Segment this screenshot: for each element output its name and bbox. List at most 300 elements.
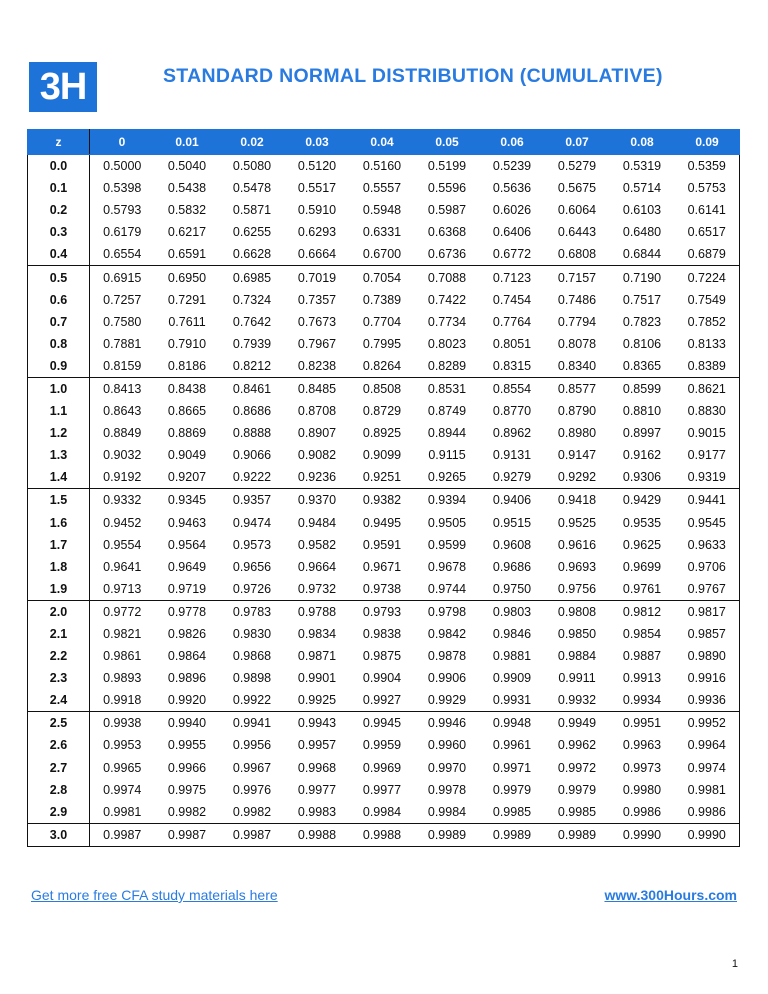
probability-cell: 0.9968: [297, 760, 337, 775]
probability-cell: 0.8238: [297, 358, 337, 373]
probability-cell: 0.9898: [232, 671, 272, 686]
probability-cell: 0.9964: [675, 734, 740, 756]
table-row: [28, 422, 740, 444]
probability-cell: 0.9678: [427, 559, 467, 574]
probability-cell: 0.9984: [427, 804, 467, 819]
probability-cell: 0.6064: [557, 203, 597, 218]
probability-cell: 0.9778: [155, 600, 220, 623]
probability-cell: 0.9370: [285, 489, 350, 512]
probability-cell: 0.9974: [103, 782, 142, 797]
probability-cell: 0.9918: [103, 693, 142, 708]
probability-cell: 0.9890: [675, 645, 740, 667]
probability-cell: 0.9788: [285, 600, 350, 623]
probability-cell: 0.9893: [103, 671, 142, 686]
probability-cell: 0.8365: [622, 358, 662, 373]
z-value-cell: 2.1: [28, 623, 90, 645]
probability-cell: 0.8531: [415, 377, 480, 400]
z-value-cell: 2.3: [28, 667, 90, 689]
probability-cell: 0.7291: [167, 292, 207, 307]
website-link[interactable]: www.300Hours.com: [604, 887, 737, 903]
probability-cell: 0.9793: [350, 600, 415, 623]
probability-cell: 0.9441: [675, 489, 740, 512]
probability-cell: 0.9896: [167, 671, 207, 686]
probability-cell: 0.9115: [428, 448, 466, 463]
probability-cell: 0.9963: [622, 738, 662, 753]
probability-cell: 0.9817: [675, 600, 740, 623]
probability-cell: 0.7881: [103, 336, 142, 351]
probability-cell: 0.9649: [167, 559, 207, 574]
probability-cell: 0.9292: [557, 470, 597, 485]
probability-cell: 0.9966: [167, 760, 207, 775]
table-row: [28, 266, 740, 289]
probability-cell: 0.6628: [232, 247, 272, 262]
probability-cell: 0.7580: [103, 314, 142, 329]
probability-cell: 0.9641: [103, 559, 142, 574]
probability-cell: 0.9750: [492, 581, 532, 596]
z-value-cell: 2.0: [28, 600, 90, 623]
probability-cell: 0.9319: [675, 466, 740, 489]
probability-cell: 0.9976: [232, 782, 272, 797]
probability-cell: 0.6591: [167, 247, 207, 262]
z-value-cell: 1.8: [28, 556, 90, 578]
z-value-cell: 2.8: [28, 779, 90, 801]
probability-cell: 0.8577: [545, 377, 610, 400]
probability-cell: 0.9884: [557, 649, 597, 664]
probability-cell: 0.9965: [103, 760, 142, 775]
table-row: [28, 757, 740, 779]
table-row: [28, 177, 740, 199]
probability-cell: 0.5359: [675, 155, 740, 178]
probability-cell: 0.9732: [297, 581, 337, 596]
probability-cell: 0.7357: [297, 292, 337, 307]
probability-cell: 0.9131: [492, 448, 532, 463]
probability-cell: 0.9599: [427, 537, 467, 552]
probability-cell: 0.5279: [557, 159, 597, 174]
probability-cell: 0.9985: [492, 804, 532, 819]
probability-cell: 0.5398: [103, 181, 142, 196]
z-value-cell: 1.0: [28, 377, 90, 400]
probability-cell: 0.9901: [297, 671, 337, 686]
probability-cell: 0.7823: [622, 314, 662, 329]
probability-cell: 0.9699: [622, 559, 662, 574]
probability-cell: 0.9980: [622, 782, 662, 797]
probability-cell: 0.7852: [675, 311, 740, 333]
probability-cell: 0.9394: [415, 489, 480, 512]
probability-cell: 0.8980: [557, 426, 597, 441]
probability-cell: 0.9961: [492, 738, 532, 753]
probability-cell: 0.9971: [492, 760, 532, 775]
study-materials-link[interactable]: Get more free CFA study materials here: [31, 887, 278, 903]
probability-cell: 0.9812: [610, 600, 675, 623]
probability-cell: 0.5120: [297, 159, 337, 174]
probability-cell: 0.9693: [557, 559, 597, 574]
probability-cell: 0.6368: [427, 225, 467, 240]
probability-cell: 0.9222: [232, 470, 272, 485]
column-header: 0.07: [545, 130, 610, 155]
probability-cell: 0.9953: [103, 738, 142, 753]
probability-cell: 0.9418: [545, 489, 610, 512]
probability-cell: 0.6179: [103, 225, 142, 240]
probability-cell: 0.5160: [362, 159, 402, 174]
z-value-cell: 2.2: [28, 645, 90, 667]
probability-cell: 0.9977: [362, 782, 402, 797]
probability-cell: 0.7910: [167, 336, 207, 351]
probability-cell: 0.8106: [622, 336, 662, 351]
probability-cell: 0.8315: [492, 358, 532, 373]
table-row: [28, 556, 740, 578]
probability-cell: 0.7673: [297, 314, 337, 329]
page-title: STANDARD NORMAL DISTRIBUTION (CUMULATIVE): [163, 65, 663, 87]
probability-cell: 0.5557: [362, 181, 402, 196]
probability-cell: 0.9904: [362, 671, 402, 686]
probability-cell: 0.9938: [90, 712, 155, 735]
probability-cell: 0.9429: [610, 489, 675, 512]
probability-cell: 0.8944: [427, 426, 467, 441]
probability-cell: 0.9834: [297, 627, 337, 642]
probability-cell: 0.9906: [427, 671, 467, 686]
probability-cell: 0.9861: [103, 649, 142, 664]
probability-cell: 0.8461: [220, 377, 285, 400]
probability-cell: 0.8849: [103, 426, 142, 441]
table-row: [28, 466, 740, 489]
probability-cell: 0.9957: [297, 738, 337, 753]
probability-cell: 0.8340: [557, 358, 597, 373]
probability-cell: 0.9049: [167, 448, 207, 463]
probability-cell: 0.8051: [492, 336, 532, 351]
probability-cell: 0.5517: [297, 181, 337, 196]
probability-cell: 0.7517: [622, 292, 662, 307]
probability-cell: 0.9015: [675, 422, 740, 444]
probability-cell: 0.8770: [492, 404, 532, 419]
probability-cell: 0.9177: [675, 444, 740, 466]
probability-cell: 0.7454: [492, 292, 532, 307]
z-value-cell: 0.5: [28, 266, 90, 289]
probability-cell: 0.9616: [557, 537, 597, 552]
probability-cell: 0.5910: [297, 203, 337, 218]
column-header: 0.02: [220, 130, 285, 155]
probability-cell: 0.9857: [675, 623, 740, 645]
probability-cell: 0.7157: [545, 266, 610, 289]
column-header: 0.01: [155, 130, 220, 155]
probability-cell: 0.8830: [675, 400, 740, 422]
z-value-cell: 1.3: [28, 444, 90, 466]
probability-cell: 0.9633: [675, 534, 740, 556]
probability-cell: 0.9934: [622, 693, 662, 708]
probability-cell: 0.9686: [492, 559, 532, 574]
probability-cell: 0.9913: [622, 671, 662, 686]
probability-cell: 0.7642: [232, 314, 272, 329]
probability-cell: 0.9881: [492, 649, 532, 664]
probability-cell: 0.9982: [232, 804, 272, 819]
probability-cell: 0.6293: [297, 225, 337, 240]
table-row: [28, 734, 740, 756]
probability-cell: 0.8869: [167, 426, 207, 441]
probability-cell: 0.8665: [167, 404, 207, 419]
probability-cell: 0.8686: [232, 404, 272, 419]
probability-cell: 0.8023: [427, 336, 467, 351]
probability-cell: 0.6517: [675, 221, 740, 243]
probability-cell: 0.9955: [167, 738, 207, 753]
probability-cell: 0.7088: [415, 266, 480, 289]
probability-cell: 0.6879: [675, 243, 740, 266]
z-value-cell: 2.6: [28, 734, 90, 756]
z-value-cell: 1.5: [28, 489, 90, 512]
probability-cell: 0.9972: [557, 760, 597, 775]
probability-cell: 0.5239: [492, 159, 532, 174]
probability-cell: 0.8264: [362, 358, 402, 373]
probability-cell: 0.9251: [362, 470, 402, 485]
probability-cell: 0.9535: [622, 515, 662, 530]
probability-cell: 0.9474: [232, 515, 272, 530]
table-row: [28, 289, 740, 311]
z-value-cell: 2.7: [28, 757, 90, 779]
probability-cell: 0.6026: [492, 203, 532, 218]
probability-cell: 0.5199: [427, 159, 467, 174]
probability-cell: 0.9978: [427, 782, 467, 797]
probability-cell: 0.9956: [232, 738, 272, 753]
probability-cell: 0.9147: [557, 448, 597, 463]
probability-cell: 0.8599: [610, 377, 675, 400]
probability-cell: 0.9916: [675, 667, 740, 689]
z-value-cell: 1.2: [28, 422, 90, 444]
probability-cell: 0.9798: [415, 600, 480, 623]
column-header: 0.05: [415, 130, 480, 155]
probability-cell: 0.8888: [232, 426, 272, 441]
table-row: [28, 667, 740, 689]
table-row: [28, 578, 740, 601]
probability-cell: 0.7422: [427, 292, 467, 307]
probability-cell: 0.9738: [362, 581, 402, 596]
probability-cell: 0.9987: [155, 823, 220, 846]
table-row: [28, 823, 740, 846]
probability-cell: 0.9192: [103, 470, 142, 485]
probability-cell: 0.9981: [675, 779, 740, 801]
z-value-cell: 1.9: [28, 578, 90, 601]
probability-cell: 0.5319: [622, 159, 662, 174]
probability-cell: 0.9981: [103, 804, 142, 819]
probability-cell: 0.9982: [167, 804, 207, 819]
probability-cell: 0.5675: [557, 181, 597, 196]
probability-cell: 0.9979: [492, 782, 532, 797]
probability-cell: 0.8925: [362, 426, 402, 441]
table-row: [28, 155, 740, 178]
probability-cell: 0.9099: [362, 448, 402, 463]
probability-cell: 0.6103: [622, 203, 662, 218]
probability-cell: 0.6664: [297, 247, 337, 262]
probability-cell: 0.7389: [362, 292, 402, 307]
probability-cell: 0.9495: [362, 515, 402, 530]
probability-cell: 0.8962: [492, 426, 532, 441]
z-value-cell: 2.9: [28, 801, 90, 824]
probability-cell: 0.9236: [297, 470, 337, 485]
probability-cell: 0.9265: [427, 470, 467, 485]
probability-cell: 0.8212: [232, 358, 272, 373]
probability-cell: 0.7224: [675, 266, 740, 289]
probability-cell: 0.9922: [232, 693, 272, 708]
probability-cell: 0.9864: [167, 649, 207, 664]
table-row: [28, 645, 740, 667]
probability-cell: 0.7486: [557, 292, 597, 307]
probability-cell: 0.9984: [362, 804, 402, 819]
probability-cell: 0.6480: [622, 225, 662, 240]
probability-cell: 0.9719: [167, 581, 207, 596]
probability-cell: 0.9943: [285, 712, 350, 735]
probability-cell: 0.9974: [675, 757, 740, 779]
probability-cell: 0.5948: [362, 203, 402, 218]
probability-cell: 0.9783: [220, 600, 285, 623]
probability-cell: 0.6554: [103, 247, 142, 262]
probability-cell: 0.9909: [492, 671, 532, 686]
probability-cell: 0.9990: [610, 823, 675, 846]
column-header: 0: [90, 130, 155, 155]
z-value-cell: 1.4: [28, 466, 90, 489]
probability-cell: 0.9925: [297, 693, 337, 708]
probability-cell: 0.9463: [167, 515, 207, 530]
probability-cell: 0.9940: [155, 712, 220, 735]
probability-cell: 0.8186: [167, 358, 207, 373]
probability-cell: 0.9959: [362, 738, 402, 753]
probability-cell: 0.9946: [415, 712, 480, 735]
probability-cell: 0.8997: [622, 426, 662, 441]
table-row: [28, 489, 740, 512]
probability-cell: 0.9082: [297, 448, 337, 463]
probability-cell: 0.6808: [557, 247, 597, 262]
probability-cell: 0.9382: [350, 489, 415, 512]
probability-cell: 0.5753: [675, 177, 740, 199]
probability-cell: 0.9207: [167, 470, 207, 485]
table-header-row: [28, 130, 740, 155]
probability-cell: 0.8643: [103, 404, 142, 419]
probability-cell: 0.7611: [168, 314, 206, 329]
z-value-cell: 0.9: [28, 355, 90, 378]
probability-cell: 0.7123: [480, 266, 545, 289]
probability-cell: 0.9838: [362, 627, 402, 642]
probability-cell: 0.5714: [622, 181, 662, 196]
probability-cell: 0.9545: [675, 512, 740, 534]
probability-cell: 0.7190: [610, 266, 675, 289]
table-row: [28, 311, 740, 333]
table-row: [28, 779, 740, 801]
table-row: [28, 801, 740, 824]
probability-cell: 0.9920: [167, 693, 207, 708]
probability-cell: 0.8159: [103, 358, 142, 373]
probability-cell: 0.9826: [167, 627, 207, 642]
probability-cell: 0.6255: [232, 225, 272, 240]
table-row: [28, 689, 740, 712]
probability-cell: 0.9066: [232, 448, 272, 463]
table-row: [28, 333, 740, 355]
probability-cell: 0.9744: [427, 581, 467, 596]
z-value-cell: 0.8: [28, 333, 90, 355]
table-row: [28, 377, 740, 400]
probability-cell: 0.5987: [427, 203, 467, 218]
probability-cell: 0.9871: [297, 649, 337, 664]
probability-cell: 0.9830: [232, 627, 272, 642]
probability-cell: 0.7764: [492, 314, 532, 329]
probability-cell: 0.6406: [492, 225, 532, 240]
probability-cell: 0.9452: [103, 515, 142, 530]
z-value-cell: 0.2: [28, 199, 90, 221]
probability-cell: 0.9969: [362, 760, 402, 775]
probability-cell: 0.9767: [675, 578, 740, 601]
probability-cell: 0.9761: [622, 581, 662, 596]
probability-cell: 0.9608: [492, 537, 532, 552]
probability-cell: 0.9979: [557, 782, 597, 797]
brand-logo: 3H: [29, 62, 97, 112]
table-row: [28, 444, 740, 466]
probability-cell: 0.9951: [610, 712, 675, 735]
table-row: [28, 221, 740, 243]
probability-cell: 0.9987: [220, 823, 285, 846]
probability-cell: 0.9962: [557, 738, 597, 753]
probability-cell: 0.7257: [103, 292, 142, 307]
probability-cell: 0.6985: [220, 266, 285, 289]
probability-cell: 0.8413: [90, 377, 155, 400]
table-row: [28, 199, 740, 221]
probability-cell: 0.9975: [167, 782, 207, 797]
probability-cell: 0.6772: [492, 247, 532, 262]
probability-cell: 0.9989: [545, 823, 610, 846]
probability-cell: 0.9931: [492, 693, 532, 708]
probability-cell: 0.9554: [103, 537, 142, 552]
probability-cell: 0.5000: [103, 159, 142, 174]
probability-cell: 0.9515: [492, 515, 532, 530]
probability-cell: 0.7549: [675, 289, 740, 311]
probability-cell: 0.9989: [480, 823, 545, 846]
z-value-cell: 0.1: [28, 177, 90, 199]
probability-cell: 0.9911: [558, 671, 596, 686]
probability-cell: 0.9357: [220, 489, 285, 512]
probability-cell: 0.6844: [622, 247, 662, 262]
probability-cell: 0.9854: [622, 627, 662, 642]
probability-cell: 0.7967: [297, 336, 337, 351]
probability-cell: 0.5871: [232, 203, 272, 218]
table-row: [28, 600, 740, 623]
probability-cell: 0.8289: [427, 358, 467, 373]
probability-cell: 0.8508: [350, 377, 415, 400]
table-row: [28, 512, 740, 534]
table-row: [28, 243, 740, 266]
probability-cell: 0.9756: [557, 581, 597, 596]
probability-cell: 0.9985: [557, 804, 597, 819]
probability-cell: 0.5040: [167, 159, 207, 174]
table-row: [28, 534, 740, 556]
z-value-cell: 0.0: [28, 155, 90, 178]
probability-cell: 0.9803: [480, 600, 545, 623]
probability-cell: 0.9525: [557, 515, 597, 530]
probability-cell: 0.9941: [220, 712, 285, 735]
probability-cell: 0.9989: [415, 823, 480, 846]
probability-cell: 0.5793: [103, 203, 142, 218]
probability-cell: 0.7995: [362, 336, 402, 351]
probability-cell: 0.9656: [232, 559, 272, 574]
probability-cell: 0.9988: [285, 823, 350, 846]
probability-cell: 0.7054: [350, 266, 415, 289]
probability-cell: 0.9987: [90, 823, 155, 846]
z-value-cell: 0.3: [28, 221, 90, 243]
probability-cell: 0.7734: [427, 314, 467, 329]
probability-cell: 0.5636: [492, 181, 532, 196]
column-header: 0.08: [610, 130, 675, 155]
probability-cell: 0.9591: [362, 537, 402, 552]
probability-cell: 0.9846: [492, 627, 532, 642]
column-header: 0.06: [480, 130, 545, 155]
probability-cell: 0.8485: [285, 377, 350, 400]
probability-cell: 0.7704: [362, 314, 402, 329]
probability-cell: 0.9713: [103, 581, 142, 596]
probability-cell: 0.9929: [427, 693, 467, 708]
table-row: [28, 623, 740, 645]
